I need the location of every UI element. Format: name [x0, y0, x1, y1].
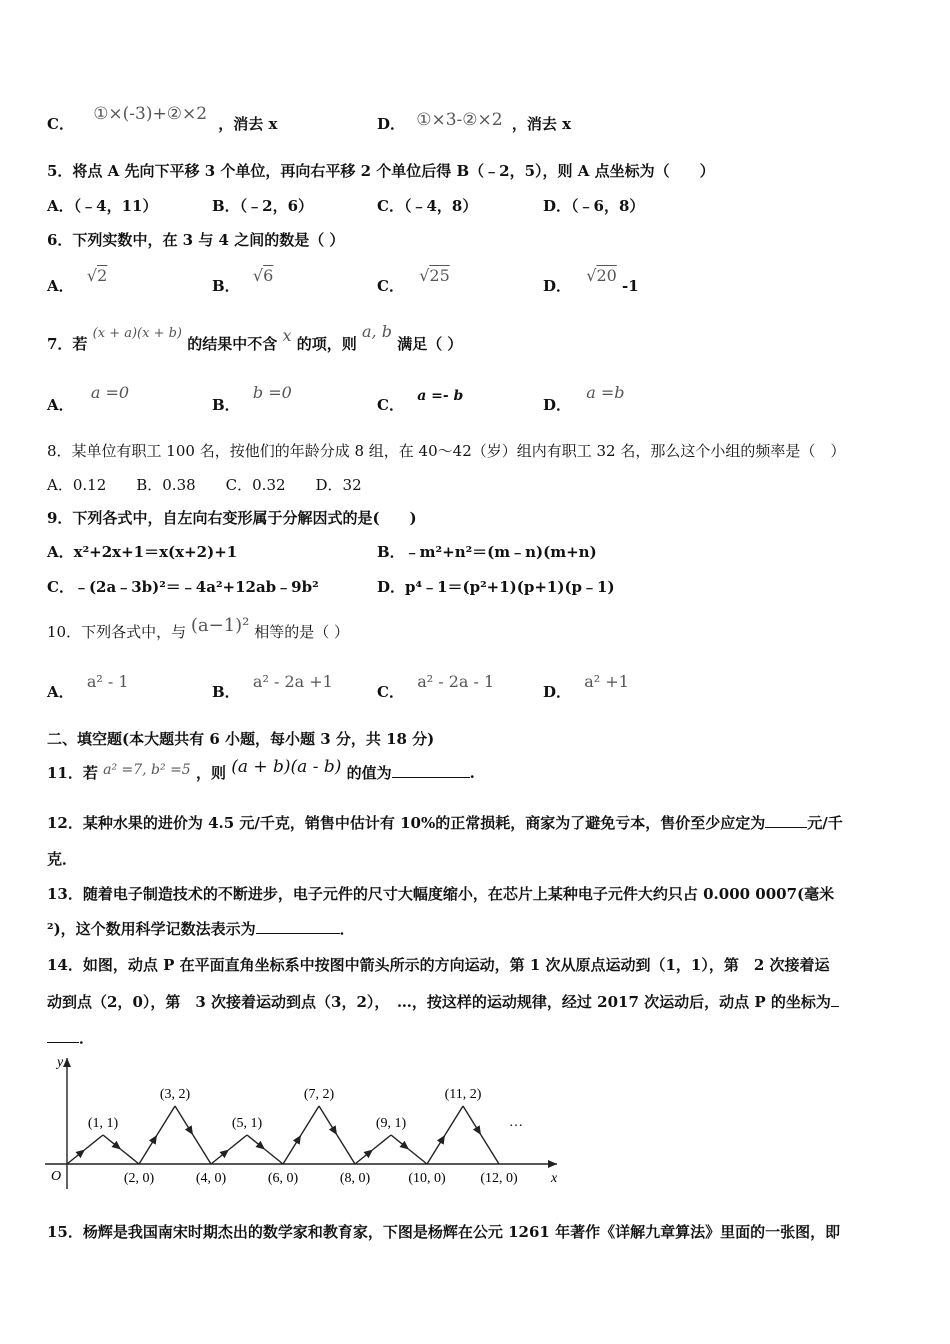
path-segment-6-arrow	[247, 1135, 265, 1150]
q11-num: 11．若	[47, 764, 98, 782]
path-segment-11-tail	[445, 1106, 463, 1135]
q10-option-b-label: B．	[212, 683, 240, 701]
q4-option-d-label: D．	[377, 115, 406, 133]
path-segment-3-arrow	[139, 1135, 157, 1164]
q10-option-d	[543, 672, 629, 702]
q7-mid2: 的项，则	[296, 335, 357, 353]
q7-option-a-expr: a =0	[90, 383, 130, 402]
path-segment-1-arrow	[67, 1150, 85, 1165]
q10-stem	[47, 615, 349, 642]
q12-line1	[47, 813, 843, 833]
motion-path	[67, 1106, 499, 1164]
path-segment-11-arrow	[427, 1135, 445, 1164]
q7-option-d	[543, 383, 625, 415]
path-segment-6-tail	[265, 1150, 283, 1165]
q6-option-d-label: D．	[543, 277, 572, 295]
q9-option-c: C．﹣(2a﹣3b)²＝﹣4a²+12ab﹣9b²	[47, 578, 319, 596]
q6-option-d-expr: √20	[586, 266, 617, 285]
q6-option-a-label: A．	[47, 277, 74, 295]
q6-stem: 6．下列实数中，在 3 与 4 之间的数是（ ）	[47, 231, 345, 249]
q6-option-c-radicand: 25	[429, 266, 450, 285]
q7-var-x: x	[282, 326, 292, 345]
q10-option-c-label: C．	[377, 683, 404, 701]
q10-option-b-expr: a² - 2a +1	[252, 672, 333, 691]
x-axis-label: x	[551, 1171, 558, 1186]
q10-option-a-expr: a² - 1	[86, 672, 129, 691]
bottom-point-label-1: (2, 0)	[123, 1171, 155, 1186]
q6-option-b-label: B．	[212, 277, 240, 295]
q14-line2	[47, 992, 839, 1012]
q6-option-c-expr: √25	[419, 266, 450, 285]
origin-label: O	[51, 1169, 62, 1184]
q6-option-c	[377, 266, 450, 296]
bottom-point-label-2: (4, 0)	[195, 1171, 227, 1186]
q4-option-c-suffix: ，消去 x	[218, 115, 278, 133]
top-point-label-1: (1, 1)	[87, 1116, 119, 1131]
q11-cond: a² =7, b² =5	[103, 762, 191, 778]
q5-option-c: C．（﹣4，8）	[377, 197, 478, 215]
bottom-point-label-4: (8, 0)	[339, 1171, 371, 1186]
q6-option-a-expr: √2	[86, 266, 108, 285]
path-segment-8-tail	[337, 1135, 355, 1164]
q7-expr: (x + a)(x + b)	[92, 326, 183, 341]
q6-option-d	[543, 266, 639, 296]
path-segment-4-arrow	[175, 1106, 193, 1135]
path-segment-10-arrow	[391, 1135, 409, 1150]
top-point-label-5: (9, 1)	[375, 1116, 407, 1131]
q10-option-c-expr: a² - 2a - 1	[417, 672, 495, 691]
q6-option-b-radicand: 6	[263, 266, 274, 285]
q7-option-a-label: A．	[47, 396, 74, 414]
q7-option-c-label: C．	[377, 396, 404, 414]
q6-option-b-expr: √6	[252, 266, 274, 285]
q6-option-c-label: C．	[377, 277, 404, 295]
q4-option-d	[377, 110, 572, 134]
path-segment-7-tail	[301, 1106, 319, 1135]
q4-option-d-suffix: ，消去 x	[511, 115, 572, 133]
bottom-point-label-3: (6, 0)	[267, 1171, 299, 1186]
q10-option-a-label: A．	[47, 683, 74, 701]
path-segment-9-tail	[373, 1135, 391, 1150]
path-segment-4-tail	[193, 1135, 211, 1164]
q8-options: A．0.12 B．0.38 C．0.32 D．32	[47, 476, 362, 494]
path-segment-10-tail	[409, 1150, 427, 1165]
path-segment-12-arrow	[463, 1106, 481, 1135]
path-segment-2-tail	[121, 1150, 139, 1165]
q5-stem: 5．将点 A 先向下平移 3 个单位，再向右平移 2 个单位后得 B（﹣2，5），则 A 点坐标为（ ）	[47, 162, 715, 180]
q7-option-b-expr: b =0	[252, 383, 292, 402]
q6-option-a	[47, 266, 108, 296]
q10-option-d-label: D．	[543, 683, 572, 701]
q7-stem	[47, 322, 463, 356]
q10-expr: (a−1)²	[190, 615, 250, 636]
q6-option-d-suffix: -1	[622, 277, 639, 295]
point-labels	[88, 1087, 518, 1186]
q12-text: 12．某种水果的进价为 4.5 元/千克，销售中估计有 10%的正常损耗，商家为了避免亏本，售价至少应定为	[47, 814, 766, 832]
q11-expr: (a + b)(a - b)	[231, 757, 342, 777]
q14-line1: 14．如图，动点 P 在平面直角坐标系中按图中箭头所示的方向运动，第 1 次从原点运动到（1，1），第 2 次接着运	[47, 956, 830, 974]
section-2-title: 二、填空题(本大题共有 6 小题，每小题 3 分，共 18 分)	[47, 730, 435, 748]
q5-option-b: B．（﹣2，6）	[212, 197, 314, 215]
q7-option-c	[377, 388, 464, 416]
path-segment-7-arrow	[283, 1135, 301, 1164]
path-segment-3-tail	[157, 1106, 175, 1135]
q14-answer-blank-start	[831, 1006, 839, 1007]
bottom-point-label-5: (10, 0)	[408, 1171, 446, 1186]
q10-option-b	[212, 672, 333, 702]
q14-line3	[47, 1028, 94, 1048]
q4-option-d-expr: ①×3-②×2	[416, 110, 503, 130]
path-segment-5-arrow	[211, 1150, 229, 1165]
q11-answer-blank	[392, 777, 470, 778]
path-segment-5-tail	[229, 1135, 247, 1150]
q11-end: 的值为	[346, 764, 392, 782]
q13-line2	[47, 919, 355, 939]
top-point-label-2: (3, 2)	[159, 1087, 191, 1102]
q7-end: 满足（ ）	[397, 335, 463, 353]
q7-num: 7．若	[47, 335, 88, 353]
q9-option-d: D．p⁴﹣1＝(p²+1)(p+1)(p﹣1)	[377, 578, 615, 596]
q7-option-a	[47, 383, 130, 415]
q10-num: 10．下列各式中，与	[47, 623, 187, 641]
q7-option-d-expr: a =b	[586, 383, 625, 402]
q6-option-a-radicand: 2	[97, 266, 108, 285]
q13-answer-blank	[256, 933, 340, 934]
q7-option-d-label: D．	[543, 396, 572, 414]
q4-option-c-label: C．	[47, 115, 74, 133]
q9-option-a: A．x²+2x+1＝x(x+2)+1	[47, 543, 238, 561]
q14-line2-text: 动到点（2，0），第 3 次接着运动到点（3，2）， …，按这样的运动规律，经过 2017 次运动后，动点 P 的坐标为	[47, 993, 831, 1011]
q14-answer-blank-end	[47, 1042, 79, 1043]
top-point-label-4: (7, 2)	[303, 1087, 335, 1102]
q13-line2-text: ²)，这个数用科学记数法表示为	[47, 920, 256, 938]
q13-line1: 13．随着电子制造技术的不断进步，电子元件的尺寸大幅度缩小，在芯片上某种电子元件大约只占 0.000 0007(毫米	[47, 885, 835, 903]
q5-option-d: D．（﹣6，8）	[543, 197, 645, 215]
top-point-label-3: (5, 1)	[231, 1116, 263, 1131]
q11-period: .	[469, 764, 475, 782]
q8-stem: 8．某单位有职工 100 名，按他们的年龄分成 8 组，在 40～42（岁）组内有职工 32 名，那么这个小组的频率是（ ）	[47, 442, 846, 460]
q11-mid: ，则	[195, 764, 226, 782]
top-point-label-6: (11, 2)	[444, 1087, 482, 1102]
q5-option-a: A．（﹣4，11）	[47, 197, 158, 215]
path-segment-12-tail	[481, 1135, 499, 1164]
path-segment-9-arrow	[355, 1150, 373, 1165]
path-segment-1-tail	[85, 1135, 103, 1150]
q9-option-b: B．﹣m²+n²＝(m﹣n)(m+n)	[377, 543, 597, 561]
q4-option-c	[47, 104, 278, 134]
q13-line2-end: ．	[339, 920, 355, 938]
q10-option-a	[47, 672, 129, 702]
bottom-point-label-6: (12, 0)	[480, 1171, 518, 1186]
q10-option-d-expr: a² +1	[584, 672, 629, 691]
q7-vars: a, b	[362, 322, 392, 341]
q7-option-b	[212, 383, 292, 415]
q15-line1: 15．杨辉是我国南宋时期杰出的数学家和教育家，下图是杨辉在公元 1261 年著作《详解九章算法》里面的一张图，即	[47, 1223, 841, 1241]
q11-stem	[47, 757, 475, 784]
q10-option-c	[377, 672, 495, 702]
q7-option-b-label: B．	[212, 396, 240, 414]
q10-end: 相等的是（ ）	[254, 623, 349, 641]
q12-answer-blank	[765, 827, 807, 828]
path-segment-8-arrow	[319, 1106, 337, 1135]
path-segment-2-arrow	[103, 1135, 121, 1150]
q6-option-d-radicand: 20	[596, 266, 617, 285]
q9-stem: 9．下列各式中，自左向右变形属于分解因式的是( )	[47, 509, 417, 527]
continuation-ellipsis: …	[509, 1115, 523, 1130]
q6-option-b	[212, 266, 274, 296]
q12-unit: 元/千	[807, 814, 843, 832]
q12-line2: 克．	[47, 850, 78, 868]
q7-mid: 的结果中不含	[187, 335, 278, 353]
q14-line3-end: ．	[79, 1029, 95, 1047]
motion-path-figure	[45, 1052, 563, 1192]
y-axis-label: y	[57, 1055, 64, 1070]
q7-option-c-expr: a =- b	[417, 388, 464, 404]
q4-option-c-expr: ①×(-3)+②×2	[93, 104, 208, 124]
